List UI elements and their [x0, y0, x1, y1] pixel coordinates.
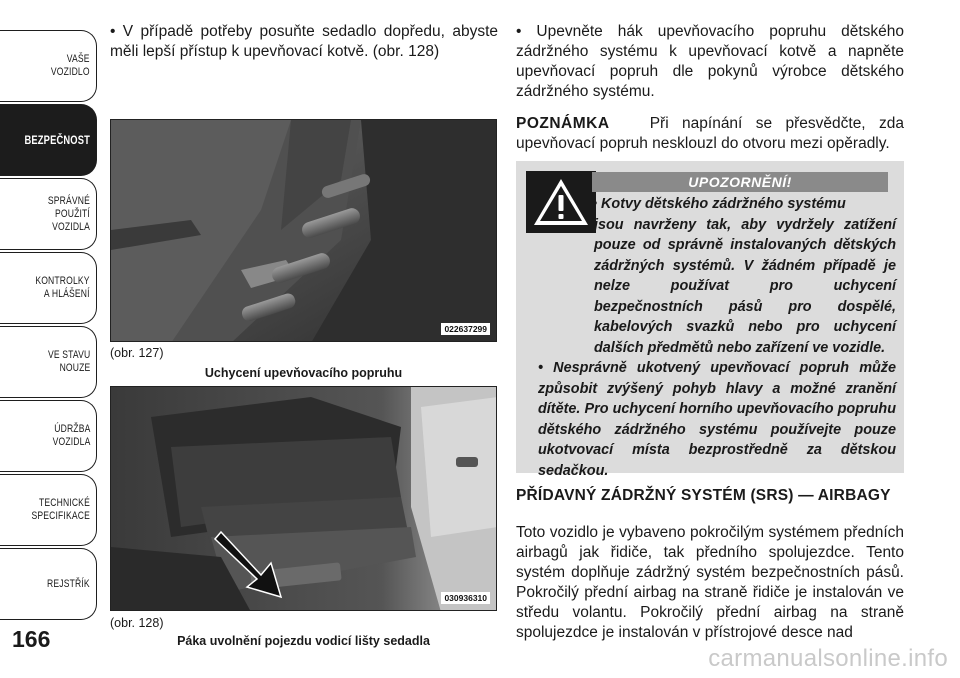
tab-udrzba-vozidla[interactable] [0, 400, 97, 472]
tab-label: TECHNICKÉ SPECIFIKACE [31, 497, 90, 522]
figure-code: 030936310 [441, 592, 490, 604]
chapter-tabs [0, 0, 100, 678]
figure-tether-anchor [110, 119, 497, 342]
left-column [110, 22, 498, 62]
warning-item-2: • Nesprávně ukotvený upevňovací popruh může způsobit zvýšený pohyb hlavy a možné zranění dítěte. Pro uchycení horního upevňovacího popruhu dětského zádržného systému používejte pouze ukotvovací místa bezprostředně za dětskou sedačkou. [538, 360, 896, 479]
instruction-move-seat: • V případě potřeby posuňte sedadlo dopředu, abyste měli lepší přístup k upevňovací kotvě. (obr. 128) [110, 23, 498, 60]
tether-anchor-illustration [111, 120, 497, 342]
tab-bezpecnost[interactable] [0, 104, 97, 176]
tab-label: SPRÁVNÉ POUŽITÍ VOZIDLA [47, 194, 90, 233]
tab-ve-stavu-nouze[interactable] [0, 326, 97, 398]
figure-code: 022637299 [441, 323, 490, 335]
warning-item-1-continued: jsou navrženy tak, aby vydržely zatížení pouze od správně instalovaných dětských zádržných systémů. V žádném případě je nelze používat pro uchycení bezpečnostních pásů pro dospělé, kabelových svazků nebo pro uchycení dalších předmětů nebo zařízení ve vozidle. [594, 216, 896, 356]
figure-caption-127: Uchycení upevňovacího popruhu [204, 366, 403, 380]
tab-label: BEZPEČNOST [24, 132, 90, 147]
tab-label: REJSTŘÍK [47, 577, 90, 590]
tab-label: ÚDRŽBA VOZIDLA [52, 423, 90, 448]
warning-box [516, 161, 904, 479]
tab-technicke-specifikace[interactable] [0, 474, 97, 546]
tab-rejstrik[interactable] [0, 548, 97, 620]
warning-title: UPOZORNĚNÍ! [592, 172, 888, 192]
figure-seat-release-lever [110, 386, 497, 611]
tab-label: VAŠE VOZIDLO [51, 53, 90, 78]
note-text: Při napínání se přesvědčte, zda upevňovací popruh nesklouzl do otvoru mezi opěradly. [516, 115, 904, 152]
figure-ref-127: (obr. 127) [110, 346, 164, 360]
section-heading-srs-airbags: PŘÍDAVNÝ ZÁDRŽNÝ SYSTÉM (SRS) — AIRBAGY [516, 487, 891, 504]
warning-text [526, 194, 896, 481]
tab-label: KONTROLKY A HLÁŠENÍ [35, 275, 90, 300]
page-number: 166 [12, 626, 51, 652]
note-paragraph [516, 114, 904, 154]
tab-vase-vozidlo[interactable] [0, 30, 97, 102]
airbag-paragraph: Toto vozidlo je vybaveno pokročilým systémem předních airbagů jak řidiče, tak předního spolujezdce. Tento systém doplňuje zádržný systém bezpečnostních pásů. Pokročilý přední airbag na straně řidiče je instalován ve středu volantu. Pokročilý přední airbag na straně spolujezdce je instalován v přístrojové desce nad [516, 524, 904, 641]
tab-spravne-pouziti-vozidla[interactable] [0, 178, 97, 250]
section-body [516, 523, 904, 643]
figure-ref-128: (obr. 128) [110, 616, 164, 630]
tab-label: VE STAVU NOUZE [47, 349, 90, 374]
tab-kontrolky-a-hlaseni[interactable] [0, 252, 97, 324]
note-label: POZNÁMKA [516, 115, 610, 132]
figure-caption-128: Páka uvolnění pojezdu vodicí lišty sedadla [177, 634, 430, 648]
warning-item-1-start: • Kotvy dětského zádržného systému [592, 196, 846, 212]
instruction-attach-tether: • Upevněte hák upevňovacího popruhu dětského zádržného systému k upevňovací kotvě a napněte upevňovací popruh dle pokynů výrobce dětského zádržného systému. [516, 23, 904, 100]
right-column [516, 22, 904, 154]
watermark-text: carmanualsonline.info [708, 645, 948, 672]
seat-release-lever-illustration [111, 387, 497, 611]
